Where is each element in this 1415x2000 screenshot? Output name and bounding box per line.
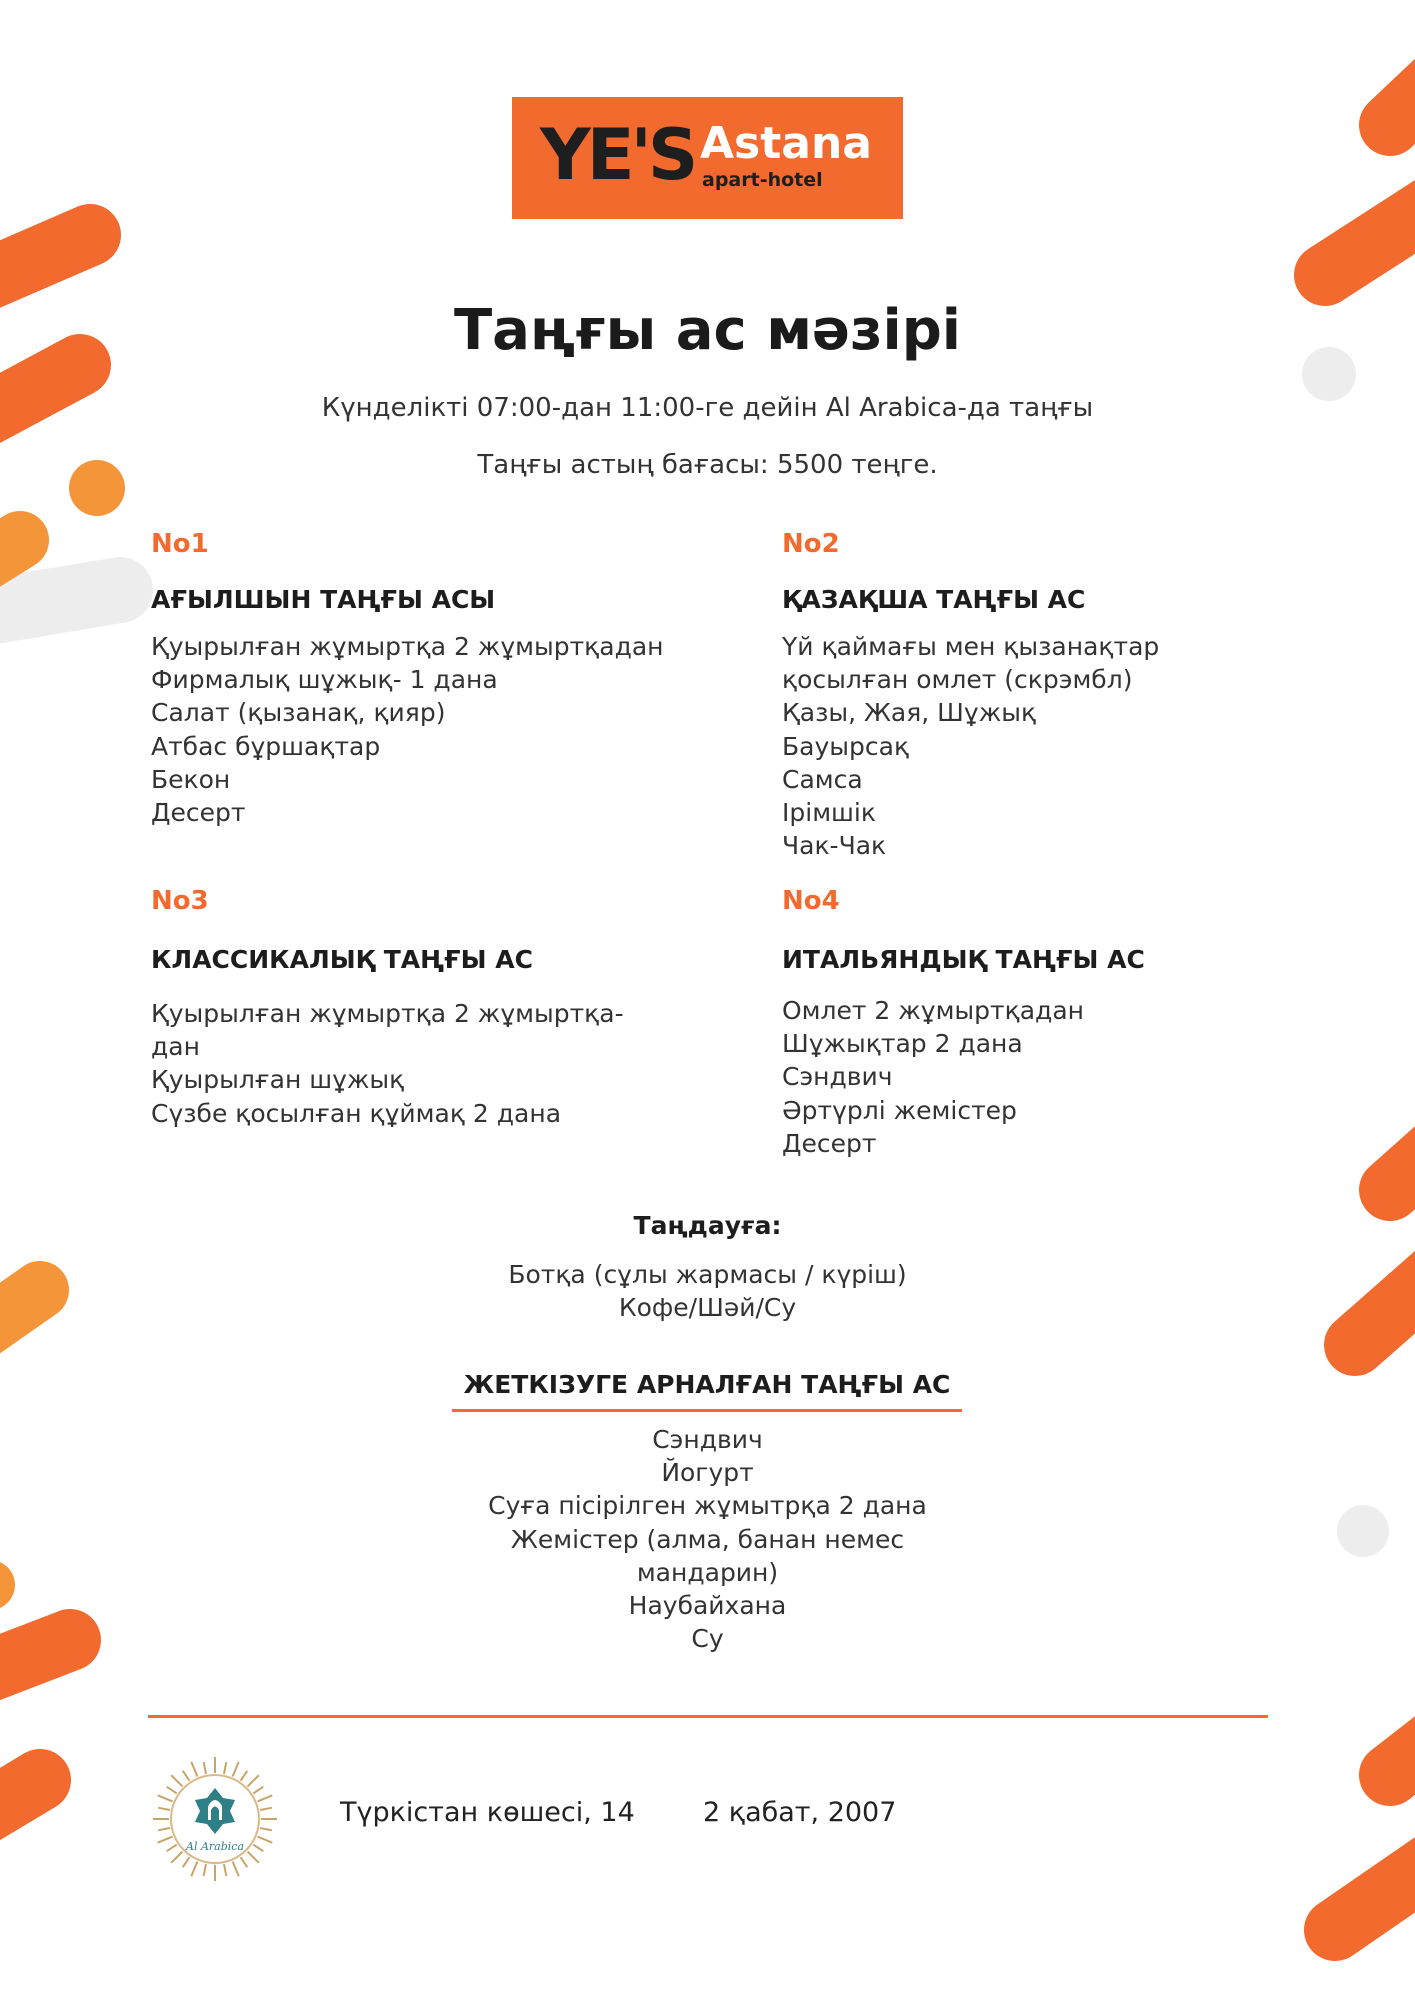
menu-items: Омлет 2 жұмыртқадан Шұжықтар 2 дана Сэндвич Әртүрлі жемістер Десерт (782, 996, 1084, 1158)
delivery-underline (452, 1409, 962, 1412)
delivery-heading: ЖЕТКІЗУГЕ АРНАЛҒАН ТАҢҒЫ АС (463, 1370, 951, 1399)
seal-ray (260, 1828, 272, 1830)
footer-floor: 2 қабат, 2007 (703, 1797, 897, 1828)
seal-ray (191, 1762, 197, 1777)
seal-ray (224, 1864, 226, 1876)
logo-brand: YE'S (540, 114, 695, 196)
seal-ray (167, 1845, 177, 1852)
seal-ray (260, 1808, 272, 1810)
menu-heading: АҒЫЛШЫН ТАҢҒЫ АСЫ (151, 585, 496, 614)
deco-stripe (0, 1780, 40, 1840)
schedule-text: Күнделікті 07:00-дан 11:00-ге дейін Al Arabica-да таңғы (321, 393, 1094, 423)
menu-number: No1 (151, 529, 209, 559)
seal-ray (171, 1775, 182, 1786)
seal-ray (183, 1857, 190, 1867)
deco-stripe (0, 590, 120, 620)
menu-number: No2 (782, 529, 840, 559)
seal-ray (224, 1762, 226, 1774)
footer-divider (148, 1715, 1268, 1718)
deco-stripe (0, 235, 90, 300)
seal-ray (158, 1837, 173, 1843)
footer-address: Түркістан көшесі, 14 (340, 1797, 635, 1828)
hotel-logo (512, 97, 903, 219)
choice-heading: Таңдауға: (633, 1211, 782, 1240)
menu-items: Қуырылған жұмыртқа 2 жұмыртқадан Фирмалық шұжық- 1 дана Салат (қызанақ, қияр) Атбас бұршақтар Бекон Десерт (151, 632, 664, 828)
menu-heading: КЛАССИКАЛЫҚ ТАҢҒЫ АС (151, 945, 533, 974)
seal-ray (241, 1857, 248, 1867)
price-text: Таңғы астың бағасы: 5500 теңге. (477, 450, 938, 480)
menu-number: No3 (151, 886, 209, 916)
seal-ray (248, 1775, 259, 1786)
seal-ray (253, 1845, 263, 1852)
seal-ray (257, 1837, 272, 1843)
seal-ray (233, 1762, 239, 1777)
seal-ray (171, 1852, 182, 1863)
seal-ray (183, 1771, 190, 1781)
menu-heading: ҚАЗАҚША ТАҢҒЫ АС (782, 585, 1086, 614)
seal-text: Al Arabica (186, 1840, 244, 1853)
al-arabica-seal (150, 1754, 280, 1884)
seal-ray (158, 1795, 173, 1801)
seal-ray (253, 1787, 263, 1794)
seal-ray (204, 1864, 206, 1876)
seal-ray (257, 1795, 272, 1801)
choice-items: Ботқа (сұлы жармасы / күріш) Кофе/Шәй/Су (508, 1260, 907, 1323)
logo-city: Astana (700, 118, 872, 169)
menu-heading: ИТАЛЬЯНДЫҚ ТАҢҒЫ АС (782, 945, 1145, 974)
seal-ray (158, 1808, 170, 1810)
seal-ray (167, 1787, 177, 1794)
seal-ray (191, 1861, 197, 1876)
deco-stripe (1390, 40, 1415, 125)
seal-ray (233, 1861, 239, 1876)
deco-stripe (1390, 1705, 1415, 1775)
menu-number: No4 (782, 886, 840, 916)
seal-ray (248, 1852, 259, 1863)
seal-ray (204, 1762, 206, 1774)
deco-stripe (1335, 1830, 1415, 1930)
menu-items: Үй қаймағы мен қызанақтар қосылған омлет (скрэмбл) Қазы, Жая, Шұжық Бауырсақ Самса Ірімшік Чак-Чак (782, 632, 1160, 861)
logo-subtitle: apart-hotel (702, 169, 823, 191)
seal-ray (158, 1828, 170, 1830)
page-title: Таңғы ас мәзірі (453, 298, 961, 363)
deco-stripe (1390, 1110, 1415, 1190)
seal-ray (241, 1771, 248, 1781)
menu-items: Қуырылған жұмыртқа 2 жұмыртқа- дан Қуырылған шұжық Сүзбе қосылған құймақ 2 дана (151, 999, 624, 1128)
delivery-items: Сэндвич Йогурт Суға пісірілген жұмытрқа 2 дана Жемістер (алма, банан немес мандарин) Наубайхана Су (488, 1425, 927, 1654)
deco-stripe (1325, 175, 1415, 275)
